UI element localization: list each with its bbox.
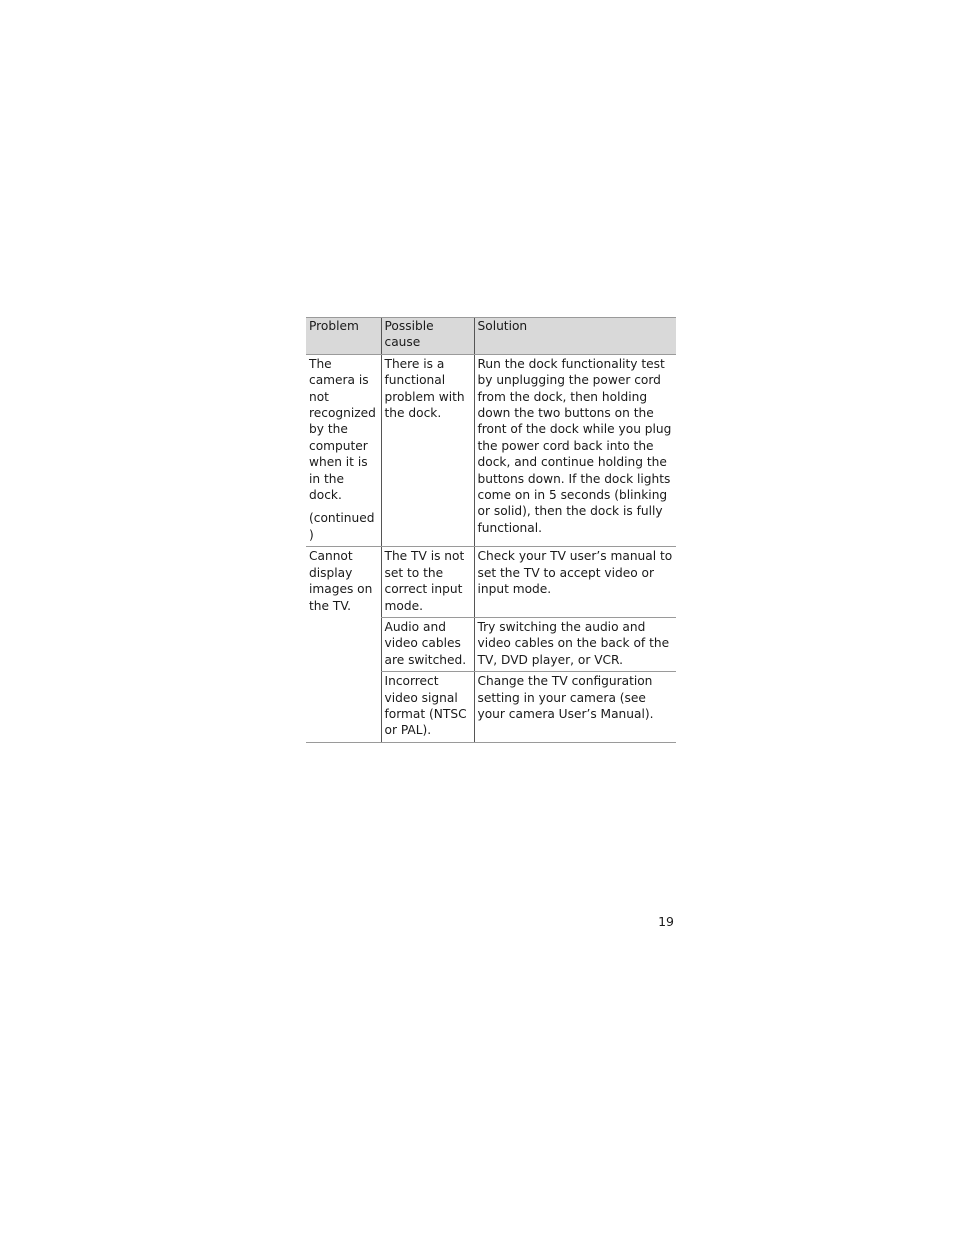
problem-cell: Cannot display images on the TV. [306,547,381,742]
cause-cell: Audio and video cables are switched. [381,617,474,671]
solution-cell: Check your TV user’s manual to set the TV to accept video or input mode. [474,547,676,618]
solution-cell: Change the TV configuration setting in your camera (see your camera User’s Manual). [474,672,676,743]
header-row [306,318,676,355]
solution-cell: Try switching the audio and video cables on the back of the TV, DVD player, or VCR. [474,617,676,671]
troubleshooting-table [306,317,676,743]
table-body [306,354,676,742]
header-problem: Problem [306,318,381,355]
table-row [306,547,676,618]
cause-cell: There is a functional problem with the dock. [381,354,474,546]
cause-cell: Incorrect video signal format (NTSC or PAL). [381,672,474,743]
table-row [306,354,676,546]
continued-note: (continued) [309,511,375,542]
header-possible-cause: Possible cause [381,318,474,355]
cause-cell: The TV is not set to the correct input mode. [381,547,474,618]
page-number: 19 [658,914,674,929]
header-solution: Solution [474,318,676,355]
problem-text: The camera is not recognized by the computer when it is in the dock. [309,356,376,503]
table-header [306,318,676,355]
problem-cell [306,354,381,546]
solution-cell: Run the dock functionality test by unplugging the power cord from the dock, then holding down the two buttons on the front of the dock while you plug the power cord back into the dock, and continue holding the buttons down. If the dock lights come on in 5 seconds (blinking or solid), then the dock is fully functional. [474,354,676,546]
